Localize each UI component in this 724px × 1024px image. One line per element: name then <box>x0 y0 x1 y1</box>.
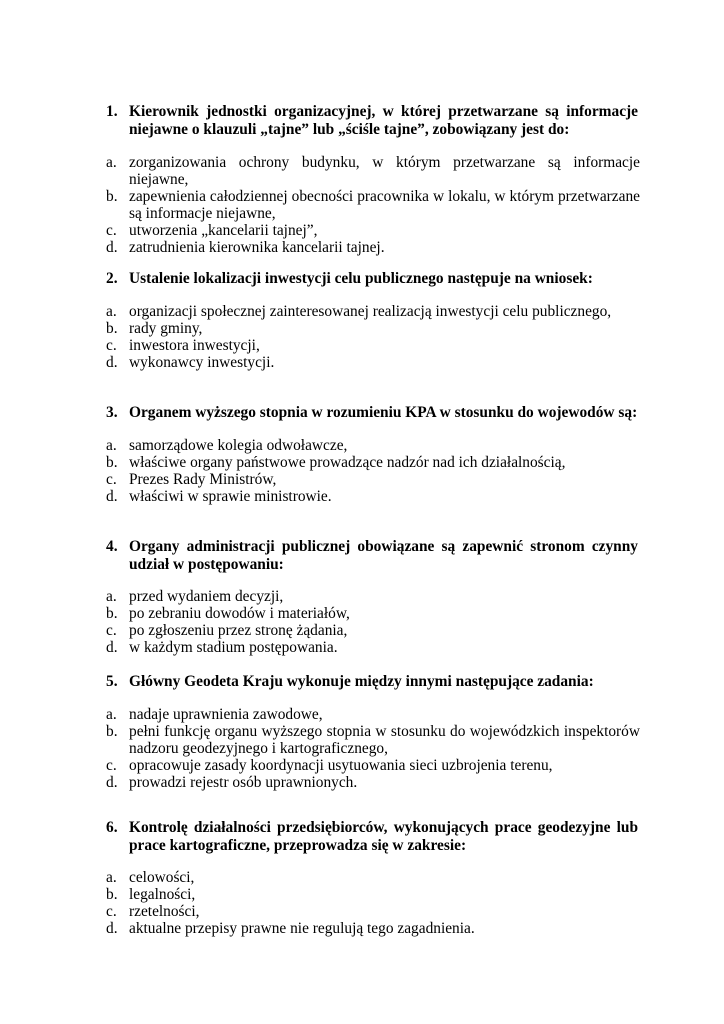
option-letter: d. <box>106 920 118 937</box>
question-text: Organy administracji publicznej obowiązane są zapewnić stronom czynny udział w postępowaniu: <box>129 538 638 573</box>
option-text: opracowuje zasady koordynacji usytuowania sieci uzbrojenia terenu, <box>129 757 553 774</box>
question-1 <box>106 103 638 138</box>
question-text: Główny Geodeta Kraju wykonuje między innymi następujące zadania: <box>129 673 594 690</box>
option-text: rady gminy, <box>129 320 203 337</box>
option-letter: d. <box>106 239 118 256</box>
option-text: samorządowe kolegia odwoławcze, <box>129 437 348 454</box>
option-text: właściwi w sprawie ministrowie. <box>129 488 332 505</box>
option-text: zatrudnienia kierownika kancelarii tajnej. <box>129 239 385 256</box>
option-letter: d. <box>106 639 118 656</box>
option-d <box>106 920 640 937</box>
option-c <box>106 903 640 920</box>
question-2 <box>106 270 638 288</box>
option-text: aktualne przepisy prawne nie regulują tego zagadnienia. <box>129 920 475 937</box>
option-a <box>106 869 640 886</box>
option-b <box>106 188 640 222</box>
option-letter: c. <box>106 757 117 774</box>
option-letter: d. <box>106 354 118 371</box>
question-text: Ustalenie lokalizacji inwestycji celu publicznego następuje na wniosek: <box>129 270 593 287</box>
option-text: utworzenia „kancelarii tajnej”, <box>129 222 318 239</box>
option-text: rzetelności, <box>129 903 200 920</box>
option-letter: a. <box>106 154 117 171</box>
option-letter: c. <box>106 903 117 920</box>
option-c <box>106 622 640 639</box>
option-d <box>106 354 640 371</box>
option-text: wykonawcy inwestycji. <box>129 354 275 371</box>
option-b <box>106 320 640 337</box>
option-text: legalności, <box>129 886 196 903</box>
options-list-2 <box>106 303 640 371</box>
options-list-4 <box>106 588 640 656</box>
question-number: 1. <box>106 103 118 120</box>
option-letter: c. <box>106 471 117 488</box>
question-4 <box>106 538 638 573</box>
option-text: w każdym stadium postępowania. <box>129 639 338 656</box>
option-text: nadaje uprawnienia zawodowe, <box>129 706 323 723</box>
option-letter: c. <box>106 337 117 354</box>
option-letter: b. <box>106 723 118 740</box>
question-5 <box>106 673 638 691</box>
question-text: Organem wyższego stopnia w rozumieniu KPA w stosunku do wojewodów są: <box>129 404 638 421</box>
option-letter: d. <box>106 774 118 791</box>
option-c <box>106 757 640 774</box>
option-c <box>106 337 640 354</box>
option-letter: b. <box>106 886 118 903</box>
option-b <box>106 886 640 903</box>
option-a <box>106 588 640 605</box>
option-letter: b. <box>106 605 118 622</box>
option-c <box>106 222 640 239</box>
question-number: 5. <box>106 673 118 690</box>
question-number: 4. <box>106 538 118 555</box>
question-3 <box>106 404 638 422</box>
option-letter: a. <box>106 869 117 886</box>
option-letter: b. <box>106 454 118 471</box>
option-letter: a. <box>106 588 117 605</box>
question-text: Kierownik jednostki organizacyjnej, w której przetwarzane są informacje niejawne o klauzuli „tajne” lub „ściśle tajne”, zobowiązany jest do: <box>129 103 638 138</box>
options-list-3 <box>106 437 640 505</box>
option-b <box>106 723 640 757</box>
option-text: prowadzi rejestr osób uprawnionych. <box>129 774 358 791</box>
question-number: 2. <box>106 270 118 287</box>
option-text: zapewnienia całodziennej obecności pracownika w lokalu, w którym przetwarzane są informacje niejawne, <box>129 188 640 222</box>
option-letter: c. <box>106 222 117 239</box>
option-d <box>106 488 640 505</box>
option-letter: b. <box>106 320 118 337</box>
option-a <box>106 706 640 723</box>
question-number: 6. <box>106 819 118 836</box>
option-c <box>106 471 640 488</box>
option-d <box>106 639 640 656</box>
option-letter: b. <box>106 188 118 205</box>
option-letter: a. <box>106 706 117 723</box>
option-text: przed wydaniem decyzji, <box>129 588 284 605</box>
option-text: Prezes Rady Ministrów, <box>129 471 277 488</box>
option-text: celowości, <box>129 869 195 886</box>
option-text: organizacji społecznej zainteresowanej realizacją inwestycji celu publicznego, <box>129 303 612 320</box>
option-text: inwestora inwestycji, <box>129 337 260 354</box>
option-text: po zgłoszeniu przez stronę żądania, <box>129 622 348 639</box>
option-letter: c. <box>106 622 117 639</box>
option-d <box>106 239 640 256</box>
option-b <box>106 605 640 622</box>
options-list-6 <box>106 869 640 937</box>
option-letter: a. <box>106 437 117 454</box>
options-list-5 <box>106 706 640 791</box>
option-text: po zebraniu dowodów i materiałów, <box>129 605 350 622</box>
option-a <box>106 437 640 454</box>
option-text: pełni funkcję organu wyższego stopnia w stosunku do wojewódzkich inspektorów nadzoru geodezyjnego i kartograficznego, <box>129 723 640 757</box>
option-b <box>106 454 640 471</box>
question-number: 3. <box>106 404 118 421</box>
option-letter: d. <box>106 488 118 505</box>
option-d <box>106 774 640 791</box>
option-text: właściwe organy państwowe prowadzące nadzór nad ich działalnością, <box>129 454 566 471</box>
option-text: zorganizowania ochrony budynku, w którym przetwarzane są informacje niejawne, <box>129 154 640 188</box>
option-letter: a. <box>106 303 117 320</box>
option-a <box>106 154 640 188</box>
question-text: Kontrolę działalności przedsiębiorców, wykonujących prace geodezyjne lub prace kartograficzne, przeprowadza się w zakresie: <box>129 819 638 854</box>
option-a <box>106 303 640 320</box>
options-list-1 <box>106 154 640 256</box>
question-6 <box>106 819 638 854</box>
